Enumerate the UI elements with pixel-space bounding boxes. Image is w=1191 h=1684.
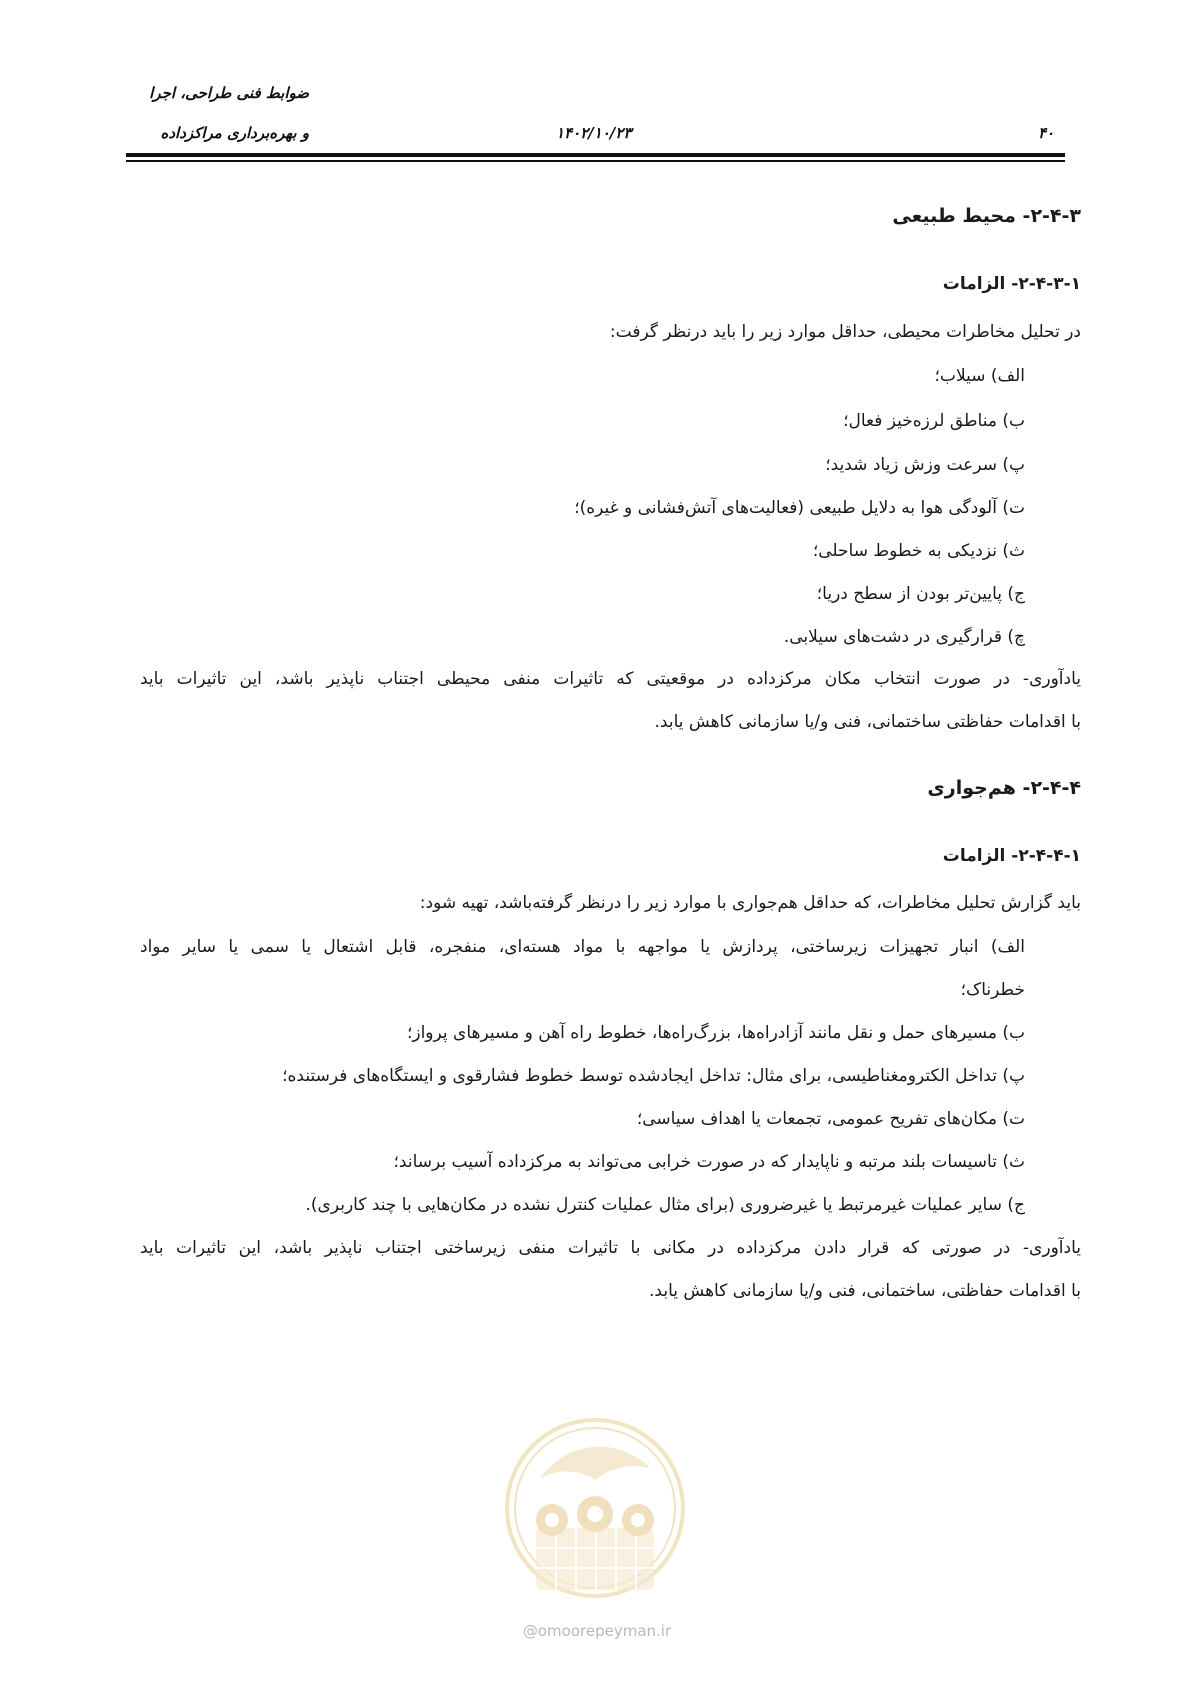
list-item: پ) تداخل الکترومغناطیسی، برای مثال: تداخل ایجادشده توسط خطوط فشارقوی و ایستگاه‌های فرستنده؛	[282, 1066, 1025, 1086]
subsection-heading-requirements-1: ۲-۴-۳-۱- الزامات	[942, 274, 1081, 294]
list-item: ث) تاسیسات بلند مرتبه و ناپایدار که در صورت خرابی می‌تواند به مرکزداده آسیب برساند؛	[393, 1152, 1025, 1172]
watermark-logo	[500, 1408, 690, 1618]
section2-note-line1: یادآوری- در صورتی که قرار دادن مرکزداده در مکانی با تاثیرات منفی زیرساختی اجتناب ناپذیر باشد، این تاثیرات باید	[140, 1238, 1081, 1258]
list-item: ج) سایر عملیات غیرمرتبط یا غیرضروری (برای مثال عملیات کنترل نشده در مکان‌هایی با چند کاربری).	[305, 1195, 1025, 1215]
header-rule-thin	[126, 160, 1065, 162]
watermark-url: @omoorepeyman.ir	[522, 1622, 672, 1640]
page-number: ۴۰	[1038, 124, 1055, 142]
list-item: ج) پایین‌تر بودن از سطح دریا؛	[816, 584, 1025, 604]
section1-note-line1: یادآوری- در صورت انتخاب مکان مرکزداده در موقعیتی که تاثیرات منفی محیطی اجتناب ناپذیر باشد، این تاثیرات باید	[140, 669, 1081, 689]
section1-intro: در تحلیل مخاطرات محیطی، حداقل موارد زیر را باید درنظر گرفت:	[609, 322, 1081, 342]
list-item: پ) سرعت وزش زیاد شدید؛	[825, 455, 1025, 475]
section2-intro: باید گزارش تحلیل مخاطرات، که حداقل هم‌جواری با موارد زیر را درنظر گرفته‌باشد، تهیه شود:	[419, 893, 1081, 913]
list-item: الف) سیلاب؛	[934, 366, 1025, 386]
header-rule-thick	[126, 153, 1065, 157]
list-item: چ) قرارگیری در دشت‌های سیلابی.	[783, 627, 1025, 647]
list-item: ت) مکان‌های تفریح عمومی، تجمعات یا اهداف سیاسی؛	[636, 1109, 1025, 1129]
list-item-continuation: خطرناک؛	[960, 980, 1025, 1000]
section-heading-natural-environment: ۲-۴-۳- محیط طبیعی	[892, 205, 1081, 227]
list-item: الف) انبار تجهیزات زیرساختی، پردازش یا مواجهه با مواد هسته‌ای، منفجره، قابل اشتعال یا سمی یا سایر مواد	[140, 937, 1025, 957]
list-item: ت) آلودگی هوا به دلایل طبیعی (فعالیت‌های آتش‌فشانی و غیره)؛	[574, 498, 1025, 518]
list-item: ب) مسیرهای حمل و نقل مانند آزادراه‌ها، بزرگ‌راه‌ها، خطوط راه آهن و مسیرهای پرواز؛	[406, 1023, 1025, 1043]
section2-note-line2: با اقدامات حفاظتی، ساختمانی، فنی و/یا سازمانی کاهش یابد.	[649, 1281, 1081, 1301]
list-item: ث) نزدیکی به خطوط ساحلی؛	[812, 541, 1025, 561]
header-date: ۱۴۰۲/۱۰/۲۳	[556, 124, 632, 142]
list-item: ب) مناطق لرزه‌خیز فعال؛	[843, 411, 1025, 431]
header-title-line2: و بهره‌برداری مراکزداده	[160, 124, 309, 142]
subsection-heading-requirements-2: ۲-۴-۴-۱- الزامات	[942, 846, 1081, 866]
section-heading-proximity: ۲-۴-۴- هم‌جواری	[927, 777, 1081, 799]
section1-note-line2: با اقدامات حفاظتی ساختمانی، فنی و/یا سازمانی کاهش یابد.	[654, 712, 1081, 732]
header-title-line1: ضوابط فنی طراحی، اجرا	[149, 84, 309, 102]
